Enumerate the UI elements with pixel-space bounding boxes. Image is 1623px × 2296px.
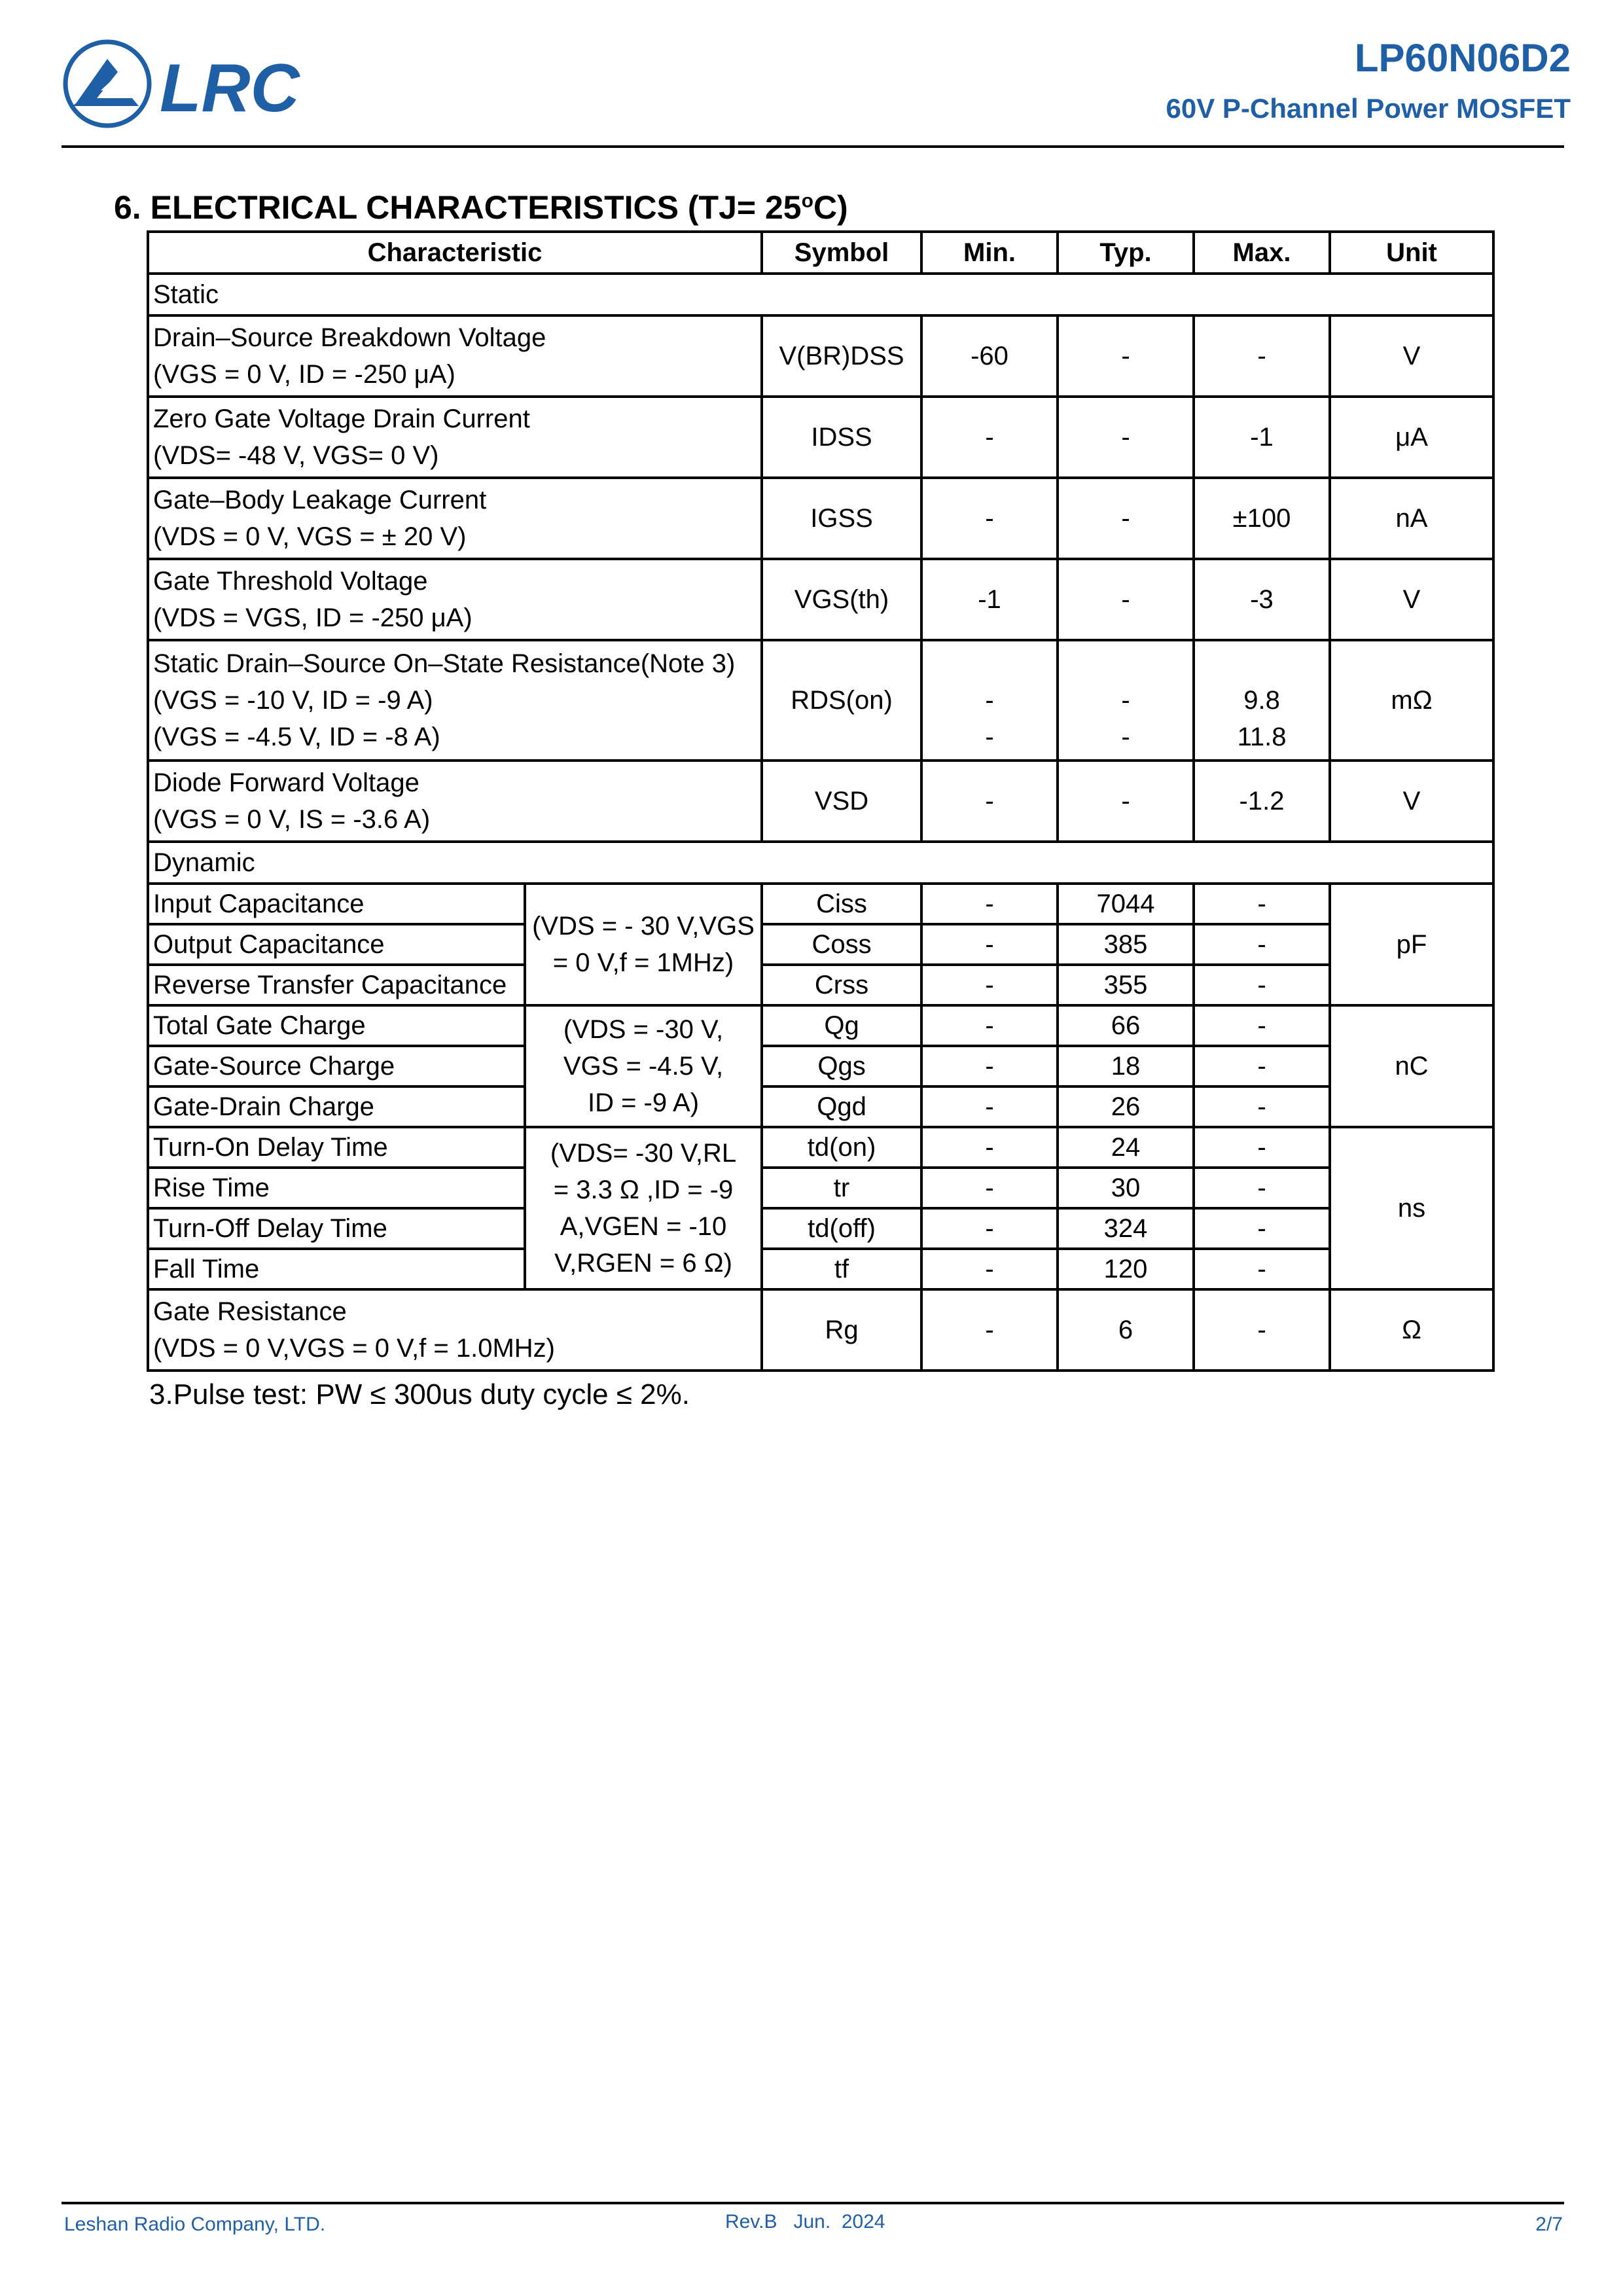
max-cell: - [1194, 1289, 1330, 1371]
max-cell: - [1194, 1005, 1330, 1046]
unit-cell: V [1330, 559, 1493, 640]
footer-company: Leshan Radio Company, LTD. [64, 2214, 326, 2235]
max-cell: -1 [1194, 397, 1330, 478]
symbol-cell: td(on) [762, 1127, 921, 1168]
col-header-unit: Unit [1330, 232, 1493, 274]
min-cell: - - [921, 640, 1058, 761]
characteristic-name: Input Capacitance [148, 884, 525, 924]
unit-cell: V [1330, 315, 1493, 397]
max-cell: - [1194, 1208, 1330, 1249]
max-cell: - [1194, 965, 1330, 1005]
page-number: 2/7 [1535, 2214, 1563, 2235]
pulse-test-note: 3.Pulse test: PW ≤ 300us duty cycle ≤ 2%. [149, 1378, 690, 1410]
characteristic-name: Static Drain–Source On–State Resistance(Note 3) [153, 649, 736, 678]
table-row [148, 559, 1493, 640]
characteristic-condition: (VGS = -10 V, ID = -9 A) [153, 686, 433, 715]
max-cell: - [1194, 1249, 1330, 1289]
characteristic-cell [148, 640, 762, 761]
unit-cell: nC [1330, 1005, 1493, 1127]
symbol-cell: IDSS [762, 397, 921, 478]
company-logo [62, 38, 317, 130]
characteristic-name: Output Capacitance [148, 924, 525, 965]
table-row [148, 1249, 1493, 1289]
unit-cell: V [1330, 761, 1493, 842]
max-cell: - [1194, 884, 1330, 924]
typ-cell: - [1058, 315, 1194, 397]
group-row-static [148, 274, 1493, 315]
characteristic-condition: (VDS = 0 V,VGS = 0 V,f = 1.0MHz) [153, 1334, 556, 1363]
max-cell: -3 [1194, 559, 1330, 640]
min-cell: - [921, 924, 1058, 965]
typ-cell: 6 [1058, 1289, 1194, 1371]
max-cell: -1.2 [1194, 761, 1330, 842]
typ-cell: - [1058, 761, 1194, 842]
unit-cell: pF [1330, 884, 1493, 1005]
max-cell: - [1194, 924, 1330, 965]
typ-cell: - [1058, 478, 1194, 559]
characteristic-condition: (VGS = 0 V, IS = -3.6 A) [153, 805, 431, 834]
gate-charge-conditions: (VDS = -30 V, VGS = -4.5 V, ID = -9 A) [525, 1005, 762, 1127]
table-row [148, 315, 1493, 397]
table-row [148, 965, 1493, 1005]
section-title-degree: o [801, 190, 813, 212]
table-row [148, 1208, 1493, 1249]
max-cell: 9.8 11.8 [1194, 640, 1330, 761]
symbol-cell: Qg [762, 1005, 921, 1046]
min-cell: -1 [921, 559, 1058, 640]
characteristic-name: Rise Time [148, 1168, 525, 1208]
characteristic-name: Turn-On Delay Time [148, 1127, 525, 1168]
min-cell: - [921, 761, 1058, 842]
typ-cell: 26 [1058, 1086, 1194, 1127]
characteristic-name: Gate-Source Charge [148, 1046, 525, 1086]
characteristic-cell [148, 1289, 762, 1371]
symbol-cell: Ciss [762, 884, 921, 924]
table-row [148, 1005, 1493, 1046]
characteristic-cell [148, 559, 762, 640]
characteristic-name: Drain–Source Breakdown Voltage [153, 323, 546, 352]
characteristic-name: Zero Gate Voltage Drain Current [153, 404, 530, 433]
characteristic-name: Gate–Body Leakage Current [153, 486, 487, 514]
typ-cell: 385 [1058, 924, 1194, 965]
characteristic-condition: (VGS = 0 V, ID = -250 μA) [153, 360, 455, 389]
characteristic-cell [148, 397, 762, 478]
min-cell: - [921, 1005, 1058, 1046]
characteristic-condition: (VDS = VGS, ID = -250 μA) [153, 603, 473, 632]
typ-cell: 355 [1058, 965, 1194, 1005]
typ-cell: - [1058, 397, 1194, 478]
unit-cell: mΩ [1330, 640, 1493, 761]
col-header-max: Max. [1194, 232, 1330, 274]
typ-cell: 18 [1058, 1046, 1194, 1086]
table-header-row [148, 232, 1493, 274]
typ-cell: 66 [1058, 1005, 1194, 1046]
min-cell: - [921, 1168, 1058, 1208]
typ-cell: - [1058, 559, 1194, 640]
characteristic-name: Fall Time [148, 1249, 525, 1289]
symbol-cell: tr [762, 1168, 921, 1208]
typ-cell: 120 [1058, 1249, 1194, 1289]
symbol-cell: RDS(on) [762, 640, 921, 761]
table-row [148, 397, 1493, 478]
characteristic-cell [148, 478, 762, 559]
min-cell: - [921, 1208, 1058, 1249]
min-cell: - [921, 1127, 1058, 1168]
table-row [148, 884, 1493, 924]
max-cell: - [1194, 1168, 1330, 1208]
min-cell: - [921, 884, 1058, 924]
min-cell: - [921, 965, 1058, 1005]
table-row [148, 1086, 1493, 1127]
min-cell: - [921, 478, 1058, 559]
table-row [148, 1289, 1493, 1371]
max-cell: ±100 [1194, 478, 1330, 559]
min-cell: - [921, 1289, 1058, 1371]
section-title-tail: C) [813, 189, 848, 226]
typ-cell: 24 [1058, 1127, 1194, 1168]
min-cell: - [921, 1046, 1058, 1086]
table-row-rdson [148, 640, 1493, 761]
section-title-text: 6. ELECTRICAL CHARACTERISTICS (TJ= 25 [114, 189, 802, 226]
electrical-characteristics-table [147, 230, 1495, 1372]
table-row [148, 761, 1493, 842]
symbol-cell: IGSS [762, 478, 921, 559]
col-header-min: Min. [921, 232, 1058, 274]
characteristic-condition: (VDS= -48 V, VGS= 0 V) [153, 441, 439, 470]
symbol-cell: Qgs [762, 1046, 921, 1086]
part-description: 60V P-Channel Power MOSFET [1166, 93, 1571, 124]
characteristic-condition: (VGS = -4.5 V, ID = -8 A) [153, 723, 440, 751]
characteristic-name: Gate Resistance [153, 1297, 347, 1326]
header-divider [62, 145, 1564, 148]
col-header-symbol: Symbol [762, 232, 921, 274]
min-cell: - [921, 1249, 1058, 1289]
symbol-cell: VSD [762, 761, 921, 842]
section-title [114, 188, 848, 226]
unit-cell: ns [1330, 1127, 1493, 1289]
table-row [148, 1168, 1493, 1208]
min-cell: -60 [921, 315, 1058, 397]
characteristic-cell [148, 315, 762, 397]
unit-cell: Ω [1330, 1289, 1493, 1371]
symbol-cell: Coss [762, 924, 921, 965]
characteristic-name: Gate Threshold Voltage [153, 567, 428, 596]
table-row [148, 924, 1493, 965]
max-cell: - [1194, 1046, 1330, 1086]
max-cell: - [1194, 1086, 1330, 1127]
logo-text: LRC [160, 50, 300, 126]
table-row [148, 1046, 1493, 1086]
characteristic-name: Total Gate Charge [148, 1005, 525, 1046]
max-cell: - [1194, 315, 1330, 397]
symbol-cell: V(BR)DSS [762, 315, 921, 397]
part-number: LP60N06D2 [1354, 36, 1571, 80]
group-label-dynamic: Dynamic [148, 842, 1493, 884]
footer-revision: Rev.B Jun. 2024 [725, 2211, 885, 2233]
typ-cell: 30 [1058, 1168, 1194, 1208]
characteristic-name: Turn-Off Delay Time [148, 1208, 525, 1249]
capacitance-conditions: (VDS = - 30 V,VGS = 0 V,f = 1MHz) [525, 884, 762, 1005]
characteristic-name: Diode Forward Voltage [153, 768, 419, 797]
symbol-cell: Qgd [762, 1086, 921, 1127]
table-row [148, 1127, 1493, 1168]
min-cell: - [921, 1086, 1058, 1127]
max-cell: - [1194, 1127, 1330, 1168]
group-label-static: Static [148, 274, 1493, 315]
typ-cell: 324 [1058, 1208, 1194, 1249]
col-header-typ: Typ. [1058, 232, 1194, 274]
characteristic-name: Gate-Drain Charge [148, 1086, 525, 1127]
switching-conditions: (VDS= -30 V,RL = 3.3 Ω ,ID = -9 A,VGEN = -10 V,RGEN = 6 Ω) [525, 1127, 762, 1289]
unit-cell: μA [1330, 397, 1493, 478]
symbol-cell: tf [762, 1249, 921, 1289]
table-row [148, 478, 1493, 559]
characteristic-cell [148, 761, 762, 842]
footer-divider [62, 2202, 1564, 2204]
group-row-dynamic [148, 842, 1493, 884]
characteristic-condition: (VDS = 0 V, VGS = ± 20 V) [153, 522, 467, 551]
symbol-cell: Crss [762, 965, 921, 1005]
col-header-characteristic: Characteristic [148, 232, 762, 274]
symbol-cell: td(off) [762, 1208, 921, 1249]
symbol-cell: Rg [762, 1289, 921, 1371]
unit-cell: nA [1330, 478, 1493, 559]
characteristic-name: Reverse Transfer Capacitance [148, 965, 525, 1005]
symbol-cell: VGS(th) [762, 559, 921, 640]
typ-cell: 7044 [1058, 884, 1194, 924]
typ-cell: - - [1058, 640, 1194, 761]
min-cell: - [921, 397, 1058, 478]
